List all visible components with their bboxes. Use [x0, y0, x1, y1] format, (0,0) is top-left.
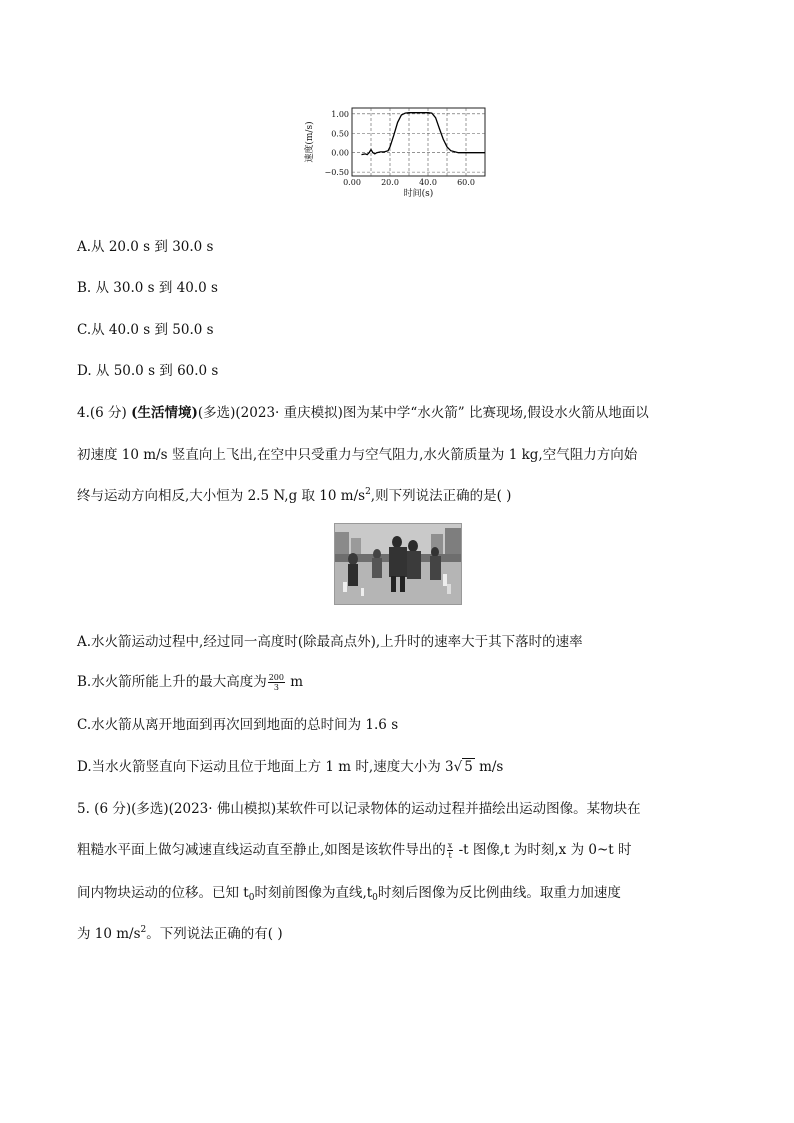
y-tick-label: −0.50: [324, 168, 349, 178]
q5-line-2: [77, 838, 632, 860]
q4-number: 4.(6 分): [77, 405, 127, 421]
q5-sub-1: 0: [248, 893, 255, 903]
q5-line4-post: 。下列说法正确的有( ): [146, 926, 283, 942]
q5-line2-post: -t 图像,t 为时刻,x 为 0~t 时: [454, 842, 632, 858]
x-axis-label: 时间(s): [403, 189, 434, 199]
q5-line4-sup: 2: [140, 925, 147, 935]
frac-denominator: t: [448, 851, 452, 860]
q4-line3-post: ,则下列说法正确的是( ): [370, 488, 512, 504]
fraction-200-over-3: [268, 673, 285, 692]
y-tick-label: 1.00: [331, 109, 349, 119]
q5-line-4: [77, 922, 283, 942]
q4-line-3: [77, 484, 511, 504]
photo-illustration: [335, 524, 461, 604]
q3-option-a: A.从 20.0 s 到 30.0 s: [77, 239, 214, 255]
q4-line3-sup: 2: [365, 487, 371, 497]
frac-numerator: x: [447, 841, 453, 850]
sqrt-sign: √: [453, 759, 463, 775]
q4-line-1: [77, 401, 649, 421]
x-tick-label: 60.0: [457, 178, 475, 187]
q4-optD-post: m/s: [474, 759, 504, 775]
y-axis-label: 速度(m/s): [305, 121, 315, 163]
q5-line-1: 5. (6 分)(多选)(2023· 佛山模拟)某软件可以记录物体的运动过程并描绘出运动图像。某物块在: [77, 801, 641, 817]
q5-line4-pre: 为 10 m/s: [77, 926, 141, 942]
q3-option-d: D. 从 50.0 s 到 60.0 s: [77, 363, 219, 379]
q5-sub-2: 0: [372, 893, 378, 903]
q4-tag: (生活情境): [131, 405, 198, 421]
chart-svg: [300, 100, 495, 208]
sqrt-radicand: 5: [464, 759, 473, 775]
q4-line1-text: (多选)(2023· 重庆模拟)图为某中学“水火箭” 比赛现场,假设水火箭从地面以: [197, 405, 649, 421]
q4-line3-pre: 终与运动方向相反,大小恒为 2.5 N,g 取 10 m/s: [77, 488, 366, 504]
q5-line3-b: 时刻前图像为直线,t: [254, 885, 373, 901]
x-tick-label: 0.00: [343, 178, 361, 187]
q5-line2-pre: 粗糙水平面上做匀减速直线运动直至静止,如图是该软件导出的: [77, 842, 446, 858]
q4-optB-post: m: [286, 674, 304, 690]
q5-line-3: [77, 881, 621, 903]
y-tick-label: 0.50: [331, 129, 349, 139]
q4-optD-pre: D.当水火箭竖直向下运动且位于地面上方 1 m 时,速度大小为 3: [77, 759, 454, 775]
frac-denominator: 3: [273, 683, 279, 692]
plot-frame: [352, 108, 485, 176]
q4-option-a: A.水火箭运动过程中,经过同一高度时(除最高点外),上升时的速率大于其下落时的速率: [77, 634, 583, 650]
velocity-time-chart: [300, 100, 495, 208]
q5-line3-a: 间内物块运动的位移。已知 t: [77, 885, 249, 901]
q4-option-d: [77, 755, 503, 775]
q4-line-2: 初速度 10 m/s 竖直向上飞出,在空中只受重力与空气阻力,水火箭质量为 1 kg,空气阻力方向始: [77, 447, 638, 463]
x-tick-label: 20.0: [381, 178, 399, 187]
fraction-x-over-t: [447, 841, 454, 860]
series-line: [362, 113, 486, 155]
q4-option-b: [77, 670, 303, 692]
y-tick-label: 0.00: [331, 148, 349, 158]
frac-numerator: 200: [268, 673, 284, 682]
q3-option-c: C.从 40.0 s 到 50.0 s: [77, 322, 214, 338]
q4-optB-pre: B.水火箭所能上升的最大高度为: [77, 674, 267, 690]
q5-line3-c: 时刻后图像为反比例曲线。取重力加速度: [377, 885, 621, 901]
q3-option-b: B. 从 30.0 s 到 40.0 s: [77, 280, 218, 296]
q4-option-c: C.水火箭从离开地面到再次回到地面的总时间为 1.6 s: [77, 717, 399, 733]
x-tick-label: 40.0: [419, 178, 437, 187]
water-rocket-photo: [334, 523, 462, 605]
